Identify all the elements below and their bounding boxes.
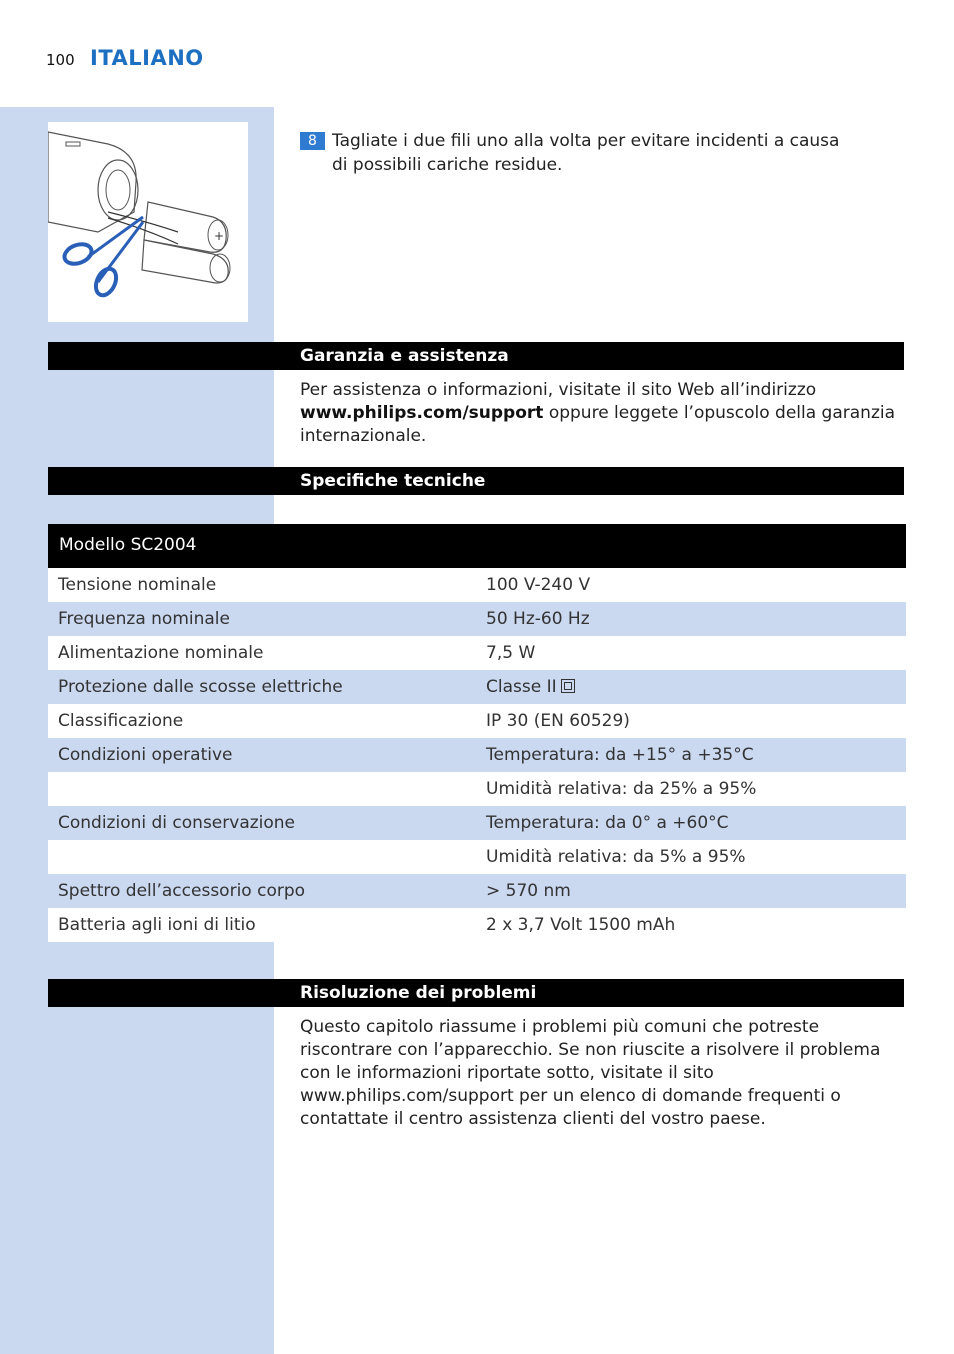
- section-header-warranty: [48, 342, 904, 370]
- row-value: IP 30 (EN 60529): [486, 711, 630, 731]
- section-title: Specifiche tecniche: [300, 471, 486, 491]
- scissors-icon: [48, 122, 248, 322]
- table-row: [48, 772, 906, 806]
- row-value: > 570 nm: [486, 881, 571, 901]
- spec-table-header: [48, 524, 906, 568]
- row-value: [486, 677, 575, 697]
- table-row: [48, 670, 906, 704]
- section-title: Risoluzione dei problemi: [300, 983, 537, 1003]
- battery-scissors-illustration: [48, 122, 248, 322]
- language-heading: ITALIANO: [90, 46, 204, 70]
- class-ii-symbol-icon: [561, 679, 575, 693]
- row-label: Condizioni di conservazione: [58, 813, 296, 833]
- warranty-paragraph: [300, 379, 904, 448]
- row-label: Spettro dell’accessorio corpo: [58, 881, 306, 901]
- table-row: [48, 840, 906, 874]
- section-header-specs: [48, 467, 904, 495]
- row-value: 7,5 W: [486, 643, 536, 663]
- row-label: Alimentazione nominale: [58, 643, 264, 663]
- row-value: Umidità relativa: da 5% a 95%: [486, 847, 746, 867]
- row-label: Condizioni operative: [58, 745, 233, 765]
- class-value-text: Classe II: [486, 677, 557, 697]
- table-row: [48, 704, 906, 738]
- spec-table: [48, 524, 906, 942]
- row-value: Umidità relativa: da 25% a 95%: [486, 779, 757, 799]
- support-link[interactable]: www.philips.com/support: [300, 403, 544, 423]
- table-row: [48, 874, 906, 908]
- row-label: Batteria agli ioni di litio: [58, 915, 256, 935]
- row-value: 100 V-240 V: [486, 575, 591, 595]
- section-header-troubleshooting: [48, 979, 904, 1007]
- row-label: Classificazione: [58, 711, 184, 731]
- warranty-text-before: Per assistenza o informazioni, visitate il sito Web all’indirizzo: [300, 380, 817, 400]
- row-value: Temperatura: da 0° a +60°C: [486, 813, 729, 833]
- instruction-step: [300, 129, 860, 177]
- table-row: [48, 806, 906, 840]
- model-label: Modello SC2004: [59, 535, 197, 555]
- table-row: [48, 738, 906, 772]
- row-label: Frequenza nominale: [58, 609, 230, 629]
- table-row: [48, 602, 906, 636]
- row-value: 50 Hz-60 Hz: [486, 609, 590, 629]
- row-label: Tensione nominale: [58, 575, 217, 595]
- table-row: [48, 568, 906, 602]
- troubleshooting-paragraph: Questo capitolo riassume i problemi più comuni che potreste riscontrare con l’apparecchio. Se non riuscite a risolvere il problema con le informazioni riportate sotto, visitate il sito www.philips.com/support per un elenco di domande frequenti o contattate il centro assistenza clienti del vostro paese.: [300, 1017, 881, 1129]
- table-row: [48, 908, 906, 942]
- warranty-text-after: oppure leggete l’opuscolo della garanzia internazionale.: [300, 403, 896, 446]
- step-text: Tagliate i due fili uno alla volta per evitare incidenti a causa di possibili cariche residue.: [332, 131, 840, 175]
- svg-text:+: +: [214, 229, 225, 243]
- step-number-badge: 8: [300, 132, 325, 150]
- row-value: Temperatura: da +15° a +35°C: [486, 745, 754, 765]
- page-number: 100: [46, 51, 75, 69]
- row-label: Protezione dalle scosse elettriche: [58, 677, 343, 697]
- section-title: Garanzia e assistenza: [300, 346, 509, 366]
- table-row: [48, 636, 906, 670]
- row-value: 2 x 3,7 Volt 1500 mAh: [486, 915, 676, 935]
